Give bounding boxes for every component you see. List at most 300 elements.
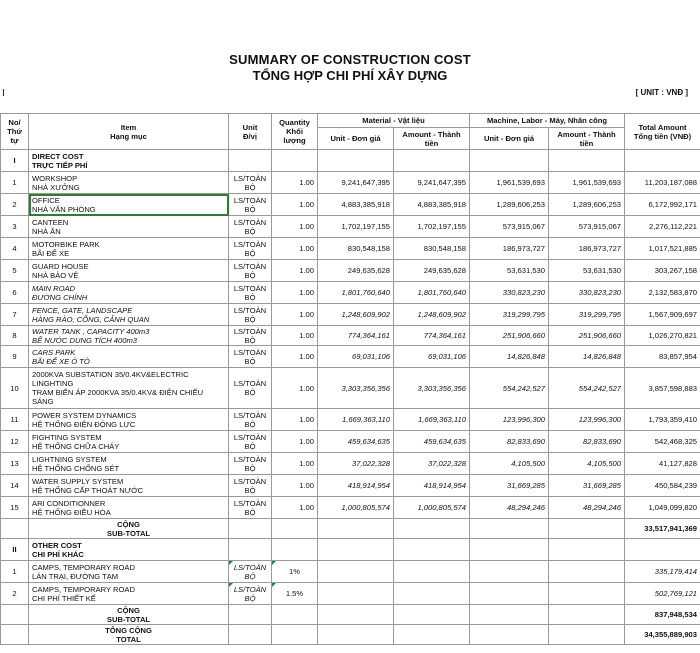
row-machine-unit[interactable] xyxy=(470,346,549,368)
empty-cell[interactable] xyxy=(549,150,625,172)
row-qty[interactable] xyxy=(272,453,318,475)
row-qty-text: 1.00 xyxy=(299,310,314,319)
row-total[interactable] xyxy=(625,583,700,605)
row-no[interactable] xyxy=(1,346,29,368)
empty-cell[interactable] xyxy=(394,605,470,625)
row-material-amount[interactable] xyxy=(394,260,470,282)
row-qty[interactable] xyxy=(272,282,318,304)
cost-row xyxy=(1,172,700,194)
row-item[interactable] xyxy=(29,282,229,304)
row-material-amount-text: 249,635,628 xyxy=(423,266,466,275)
section-no-text: II xyxy=(12,545,17,554)
grand-total xyxy=(1,625,700,645)
row-machine-amount-text: 1,289,606,253 xyxy=(572,200,622,209)
empty-cell[interactable] xyxy=(394,519,470,539)
cost-row xyxy=(1,282,700,304)
row-item-text: WATER SUPPLY SYSTEM HỆ THỐNG CẤP THOÁT NƯỚC xyxy=(32,476,144,495)
row-no[interactable] xyxy=(1,497,29,519)
row-no[interactable] xyxy=(1,475,29,497)
row-item[interactable] xyxy=(29,453,229,475)
unit-label: [ UNIT : VNĐ ] xyxy=(635,88,688,97)
row-unit[interactable] xyxy=(229,583,272,605)
row-material-unit-text: 418,914,954 xyxy=(347,481,390,490)
row-qty[interactable] xyxy=(272,583,318,605)
row-total[interactable] xyxy=(625,561,700,583)
grand-total-total[interactable] xyxy=(625,625,700,645)
row-material-unit-text: 3,303,356,356 xyxy=(341,383,390,393)
row-material-amount[interactable] xyxy=(394,475,470,497)
row-material-amount[interactable] xyxy=(394,326,470,346)
row-no-text: 1 xyxy=(12,567,17,576)
row-item-text: POWER SYSTEM DYNAMICS HỆ THỐNG ĐIỆN ĐỘNG LỰC xyxy=(32,410,137,429)
row-machine-unit[interactable] xyxy=(470,282,549,304)
row-machine-unit[interactable] xyxy=(470,172,549,194)
empty-cell[interactable] xyxy=(229,539,272,561)
row-machine-amount[interactable] xyxy=(549,497,625,519)
section-no[interactable] xyxy=(1,539,29,561)
row-qty[interactable] xyxy=(272,238,318,260)
row-total-text: 83,857,954 xyxy=(659,352,698,361)
row-item[interactable] xyxy=(29,346,229,368)
row-item[interactable] xyxy=(29,260,229,282)
row-unit[interactable] xyxy=(229,561,272,583)
row-material-unit[interactable] xyxy=(318,304,394,326)
row-machine-amount-text: 48,294,246 xyxy=(583,503,622,512)
row-material-unit[interactable] xyxy=(318,346,394,368)
row-total[interactable] xyxy=(625,431,700,453)
row-no[interactable] xyxy=(1,194,29,216)
row-total-text: 41,127,828 xyxy=(659,459,698,468)
row-machine-unit[interactable] xyxy=(470,238,549,260)
row-qty-text: 1.00 xyxy=(299,200,314,209)
row-machine-amount-text: 82,833,690 xyxy=(583,437,622,446)
empty-cell[interactable] xyxy=(229,605,272,625)
row-unit[interactable] xyxy=(229,346,272,368)
row-qty[interactable] xyxy=(272,216,318,238)
row-total[interactable] xyxy=(625,282,700,304)
row-no-text: 13 xyxy=(10,459,19,468)
empty-cell[interactable] xyxy=(549,583,625,605)
row-machine-unit[interactable] xyxy=(470,260,549,282)
row-item-text: 2000KVA SUBSTATION 35/0.4KV&ELECTRIC LINGHTING TRẠM BIẾN ÁP 2000KVA 35/0.4KV& ĐIỆN CHIẾU SÁNG xyxy=(32,370,204,406)
row-material-unit[interactable] xyxy=(318,216,394,238)
row-machine-amount[interactable] xyxy=(549,326,625,346)
row-unit[interactable] xyxy=(229,216,272,238)
section-title-text: OTHER COST CHI PHÍ KHÁC xyxy=(32,540,84,559)
empty-cell[interactable] xyxy=(229,625,272,645)
row-machine-amount[interactable] xyxy=(549,346,625,368)
row-qty[interactable] xyxy=(272,194,318,216)
empty-cell[interactable] xyxy=(470,605,549,625)
row-unit[interactable] xyxy=(229,453,272,475)
row-machine-amount[interactable] xyxy=(549,304,625,326)
empty-cell[interactable] xyxy=(394,625,470,645)
row-material-amount-text: 3,303,356,356 xyxy=(417,383,466,393)
header-quantity[interactable]: Quantity Khối lượng xyxy=(272,114,318,150)
row-material-amount[interactable] xyxy=(394,172,470,194)
row-total-text: 450,584,239 xyxy=(654,481,698,490)
row-no-text: 2 xyxy=(12,589,17,598)
row-total-text: 1,026,270,821 xyxy=(648,331,698,340)
empty-cell[interactable] xyxy=(549,519,625,539)
row-material-unit-text: 4,883,385,918 xyxy=(341,200,390,209)
row-no[interactable] xyxy=(1,583,29,605)
section-title[interactable] xyxy=(29,150,229,172)
empty-cell[interactable] xyxy=(470,625,549,645)
row-machine-amount[interactable] xyxy=(549,216,625,238)
section-no[interactable] xyxy=(1,150,29,172)
row-material-unit[interactable] xyxy=(318,453,394,475)
row-material-unit-text: 9,241,647,395 xyxy=(341,178,390,187)
row-total[interactable] xyxy=(625,368,700,409)
row-material-unit[interactable] xyxy=(318,431,394,453)
row-qty-text: 1.00 xyxy=(299,459,314,468)
empty-cell[interactable] xyxy=(318,605,394,625)
row-qty[interactable] xyxy=(272,561,318,583)
row-unit-text: LS/TOÀN BỘ xyxy=(233,432,267,451)
row-machine-unit-text: 123,996,300 xyxy=(502,415,545,424)
row-material-amount[interactable] xyxy=(394,497,470,519)
empty-cell[interactable] xyxy=(394,583,470,605)
row-unit-text: LS/TOÀN BỘ xyxy=(233,173,267,192)
row-machine-amount[interactable] xyxy=(549,172,625,194)
cost-row xyxy=(1,346,700,368)
row-machine-unit[interactable] xyxy=(470,326,549,346)
row-qty[interactable] xyxy=(272,172,318,194)
row-no[interactable] xyxy=(1,431,29,453)
row-item[interactable] xyxy=(29,583,229,605)
row-qty[interactable] xyxy=(272,346,318,368)
row-material-unit[interactable] xyxy=(318,475,394,497)
header-total[interactable]: Total Amount Tổng tiền (VNĐ) xyxy=(625,114,700,150)
row-unit[interactable] xyxy=(229,431,272,453)
row-total[interactable] xyxy=(625,216,700,238)
empty-cell[interactable] xyxy=(394,150,470,172)
row-material-unit[interactable] xyxy=(318,368,394,409)
row-item-text: GUARD HOUSE NHÀ BẢO VỆ xyxy=(32,261,89,280)
row-material-unit[interactable] xyxy=(318,409,394,431)
empty-cell[interactable] xyxy=(272,625,318,645)
row-item[interactable] xyxy=(29,368,229,409)
row-item-text: MAIN ROAD ĐƯỜNG CHÍNH xyxy=(32,283,88,302)
empty-cell[interactable] xyxy=(229,519,272,539)
row-material-amount[interactable] xyxy=(394,216,470,238)
row-material-amount-text: 459,634,635 xyxy=(423,437,466,446)
cost-row xyxy=(1,260,700,282)
row-no[interactable] xyxy=(1,368,29,409)
row-unit[interactable] xyxy=(229,238,272,260)
row-unit-text: LS/TOÀN BỘ xyxy=(233,584,267,603)
row-item[interactable] xyxy=(29,304,229,326)
section-title[interactable] xyxy=(29,539,229,561)
row-material-amount[interactable] xyxy=(394,238,470,260)
row-no[interactable] xyxy=(1,409,29,431)
row-material-unit-text: 37,022,328 xyxy=(351,459,390,468)
row-machine-amount-text: 53,631,530 xyxy=(583,266,622,275)
row-no[interactable] xyxy=(1,172,29,194)
empty-cell[interactable] xyxy=(470,539,549,561)
row-machine-amount[interactable] xyxy=(549,194,625,216)
row-no-text: 5 xyxy=(12,266,17,275)
row-item[interactable] xyxy=(29,238,229,260)
row-material-amount[interactable] xyxy=(394,409,470,431)
row-material-amount-text: 1,801,760,640 xyxy=(417,288,466,297)
row-material-unit-text: 459,634,635 xyxy=(347,437,390,446)
report-title-vi: TỔNG HỢP CHI PHÍ XÂY DỰNG xyxy=(252,68,448,83)
row-machine-unit-text: 251,906,660 xyxy=(502,331,545,340)
row-total[interactable] xyxy=(625,238,700,260)
row-item[interactable] xyxy=(29,172,229,194)
row-machine-amount[interactable] xyxy=(549,260,625,282)
row-material-amount-text: 1,669,363,110 xyxy=(418,415,466,424)
grand-total-label[interactable] xyxy=(29,625,229,645)
row-no-text: 12 xyxy=(10,437,19,446)
empty-cell[interactable] xyxy=(549,625,625,645)
header-row xyxy=(1,114,700,128)
row-material-amount[interactable] xyxy=(394,346,470,368)
subtotal-other-label[interactable] xyxy=(29,605,229,625)
row-unit-text: LS/TOÀN BỘ xyxy=(233,347,267,366)
row-material-amount[interactable] xyxy=(394,431,470,453)
empty-cell[interactable] xyxy=(549,539,625,561)
report-title-en: SUMMARY OF CONSTRUCTION COST xyxy=(229,52,471,67)
row-material-unit[interactable] xyxy=(318,282,394,304)
row-no[interactable] xyxy=(1,260,29,282)
row-no-text: 2 xyxy=(12,200,17,209)
row-machine-amount[interactable] xyxy=(549,431,625,453)
empty-cell[interactable] xyxy=(470,519,549,539)
row-total[interactable] xyxy=(625,172,700,194)
empty-cell[interactable] xyxy=(229,150,272,172)
header-material[interactable]: Material - Vật liệu xyxy=(318,114,470,128)
row-qty-text: 1.00 xyxy=(299,244,314,253)
row-total[interactable] xyxy=(625,453,700,475)
row-machine-unit-text: 330,823,230 xyxy=(502,288,545,297)
empty-cell[interactable] xyxy=(318,561,394,583)
row-qty[interactable] xyxy=(272,475,318,497)
row-material-unit-text: 1,801,760,640 xyxy=(341,288,390,297)
row-total-text: 1,567,909,697 xyxy=(648,310,698,319)
row-no[interactable] xyxy=(1,561,29,583)
row-machine-unit[interactable] xyxy=(470,453,549,475)
row-material-unit-text: 1,669,363,110 xyxy=(342,415,390,424)
row-machine-amount-text: 1,961,539,693 xyxy=(572,178,622,187)
row-unit[interactable] xyxy=(229,326,272,346)
row-item[interactable] xyxy=(29,561,229,583)
empty-cell[interactable] xyxy=(272,605,318,625)
row-no[interactable] xyxy=(1,304,29,326)
empty-cell[interactable] xyxy=(318,539,394,561)
row-total[interactable] xyxy=(625,260,700,282)
row-unit[interactable] xyxy=(229,368,272,409)
row-material-unit[interactable] xyxy=(318,260,394,282)
row-unit-text: LS/TOÀN BỘ xyxy=(233,195,267,214)
row-qty[interactable] xyxy=(272,497,318,519)
row-item[interactable] xyxy=(29,431,229,453)
row-item[interactable] xyxy=(29,326,229,346)
row-item-text: CAMPS, TEMPORARY ROAD CHI PHÍ THIẾT KẾ xyxy=(32,584,135,603)
empty-cell[interactable] xyxy=(272,539,318,561)
row-material-amount-text: 1,702,197,155 xyxy=(417,222,466,231)
row-material-amount[interactable] xyxy=(394,282,470,304)
cost-table xyxy=(0,113,700,645)
row-unit[interactable] xyxy=(229,282,272,304)
empty-cell[interactable] xyxy=(272,519,318,539)
row-machine-unit[interactable] xyxy=(470,216,549,238)
row-total[interactable] xyxy=(625,194,700,216)
row-machine-amount-text: 319,299,795 xyxy=(578,310,622,319)
row-machine-unit[interactable] xyxy=(470,431,549,453)
row-qty-text: 1.00 xyxy=(299,383,314,393)
row-material-amount-text: 1,248,609,902 xyxy=(417,310,466,319)
row-machine-unit[interactable] xyxy=(470,368,549,409)
row-total[interactable] xyxy=(625,497,700,519)
row-machine-amount[interactable] xyxy=(549,409,625,431)
row-material-unit[interactable] xyxy=(318,326,394,346)
empty-cell[interactable] xyxy=(318,519,394,539)
row-unit[interactable] xyxy=(229,260,272,282)
empty-cell[interactable] xyxy=(625,539,700,561)
row-machine-amount[interactable] xyxy=(549,282,625,304)
row-no[interactable] xyxy=(1,453,29,475)
row-unit[interactable] xyxy=(229,497,272,519)
row-item[interactable] xyxy=(29,497,229,519)
header-material-amount[interactable]: Amount - Thành tiền xyxy=(394,128,470,150)
row-no[interactable] xyxy=(1,326,29,346)
subtotal-other-total[interactable] xyxy=(625,605,700,625)
row-unit[interactable] xyxy=(229,475,272,497)
row-machine-unit-text: 4,105,500 xyxy=(511,459,545,468)
row-unit[interactable] xyxy=(229,172,272,194)
subtotal-other-total-text: 837,948,534 xyxy=(654,610,698,619)
row-machine-amount[interactable] xyxy=(549,453,625,475)
row-material-unit[interactable] xyxy=(318,172,394,194)
row-machine-unit-text: 1,289,606,253 xyxy=(496,200,545,209)
row-machine-unit[interactable] xyxy=(470,194,549,216)
cost-row xyxy=(1,368,700,409)
row-total-text: 11,203,187,088 xyxy=(644,178,698,187)
row-unit-text: LS/TOÀN BỘ xyxy=(233,283,267,302)
row-no[interactable] xyxy=(1,216,29,238)
empty-cell[interactable] xyxy=(625,150,700,172)
empty-cell[interactable] xyxy=(549,561,625,583)
empty-cell[interactable] xyxy=(394,561,470,583)
row-qty[interactable] xyxy=(272,260,318,282)
row-total-text: 6,172,992,171 xyxy=(648,200,698,209)
row-material-unit-text: 69,031,106 xyxy=(351,352,390,361)
empty-cell[interactable] xyxy=(318,625,394,645)
empty-cell[interactable] xyxy=(549,605,625,625)
row-item[interactable] xyxy=(29,194,229,216)
cost-row xyxy=(1,497,700,519)
row-unit[interactable] xyxy=(229,409,272,431)
row-unit[interactable] xyxy=(229,194,272,216)
row-material-unit[interactable] xyxy=(318,194,394,216)
header-machine-unit[interactable]: Unit - Đơn giá xyxy=(470,128,549,150)
empty-cell[interactable] xyxy=(470,150,549,172)
row-machine-unit[interactable] xyxy=(470,304,549,326)
row-machine-amount[interactable] xyxy=(549,238,625,260)
row-no[interactable] xyxy=(1,282,29,304)
empty-cell[interactable] xyxy=(394,539,470,561)
empty-cell[interactable] xyxy=(318,150,394,172)
row-qty-text: 1.00 xyxy=(299,266,314,275)
row-material-amount-text: 1,000,805,574 xyxy=(417,503,466,512)
row-item[interactable] xyxy=(29,409,229,431)
header-item[interactable]: Item Hạng mục xyxy=(29,114,229,150)
empty-cell[interactable] xyxy=(272,150,318,172)
row-machine-amount-text: 31,669,285 xyxy=(583,481,622,490)
row-machine-unit-text: 573,915,067 xyxy=(502,222,545,231)
row-total[interactable] xyxy=(625,409,700,431)
header-material-unit[interactable]: Unit - Đơn giá xyxy=(318,128,394,150)
row-qty[interactable] xyxy=(272,368,318,409)
row-material-amount[interactable] xyxy=(394,368,470,409)
empty-cell[interactable] xyxy=(1,605,29,625)
row-total[interactable] xyxy=(625,326,700,346)
row-item[interactable] xyxy=(29,475,229,497)
row-no-text: 8 xyxy=(12,331,17,340)
row-material-unit[interactable] xyxy=(318,238,394,260)
row-material-amount-text: 774,364,161 xyxy=(423,331,466,340)
row-qty[interactable] xyxy=(272,409,318,431)
row-material-amount[interactable] xyxy=(394,453,470,475)
row-qty[interactable] xyxy=(272,304,318,326)
subtotal-direct-total[interactable] xyxy=(625,519,700,539)
row-unit-text: LS/TOÀN BỘ xyxy=(233,326,267,345)
row-unit-text: LS/TOÀN BỘ xyxy=(233,476,267,495)
row-total-text: 1,049,099,820 xyxy=(648,503,698,512)
row-machine-unit[interactable] xyxy=(470,497,549,519)
row-material-amount[interactable] xyxy=(394,194,470,216)
empty-cell[interactable] xyxy=(470,583,549,605)
row-machine-unit-text: 14,826,848 xyxy=(506,352,545,361)
row-total[interactable] xyxy=(625,346,700,368)
row-unit[interactable] xyxy=(229,304,272,326)
row-item-text: LIGHTNING SYSTEM HỆ THỐNG CHỐNG SÉT xyxy=(32,454,120,473)
row-qty[interactable] xyxy=(272,326,318,346)
row-machine-unit[interactable] xyxy=(470,409,549,431)
header-machine-amount[interactable]: Amount - Thành tiền xyxy=(549,128,625,150)
row-material-unit[interactable] xyxy=(318,497,394,519)
row-item-text: CANTEEN NHÀ ĂN xyxy=(32,217,69,236)
row-no-text: 9 xyxy=(12,352,17,361)
header-no[interactable]: No/ Thứ tự xyxy=(1,114,29,150)
row-machine-unit[interactable] xyxy=(470,475,549,497)
empty-cell[interactable] xyxy=(318,583,394,605)
empty-cell[interactable] xyxy=(470,561,549,583)
row-no-text: 10 xyxy=(10,383,19,393)
row-material-amount[interactable] xyxy=(394,304,470,326)
row-machine-amount[interactable] xyxy=(549,368,625,409)
row-no[interactable] xyxy=(1,238,29,260)
row-total[interactable] xyxy=(625,475,700,497)
row-machine-amount[interactable] xyxy=(549,475,625,497)
row-qty[interactable] xyxy=(272,431,318,453)
empty-cell[interactable] xyxy=(1,519,29,539)
header-machine[interactable]: Machine, Labor - Máy, Nhân công xyxy=(470,114,625,128)
subtotal-direct-label[interactable] xyxy=(29,519,229,539)
empty-cell[interactable] xyxy=(1,625,29,645)
header-unit[interactable]: Unit Đ/vị xyxy=(229,114,272,150)
row-qty-text: 1.00 xyxy=(299,288,314,297)
row-qty-text: 1.00 xyxy=(299,331,314,340)
row-item-text: MOTORBIKE PARK BÃI ĐỂ XE xyxy=(32,239,100,258)
row-item[interactable] xyxy=(29,216,229,238)
row-total[interactable] xyxy=(625,304,700,326)
row-machine-unit-text: 82,833,690 xyxy=(506,437,545,446)
row-total-text: 502,769,121 xyxy=(654,589,698,598)
